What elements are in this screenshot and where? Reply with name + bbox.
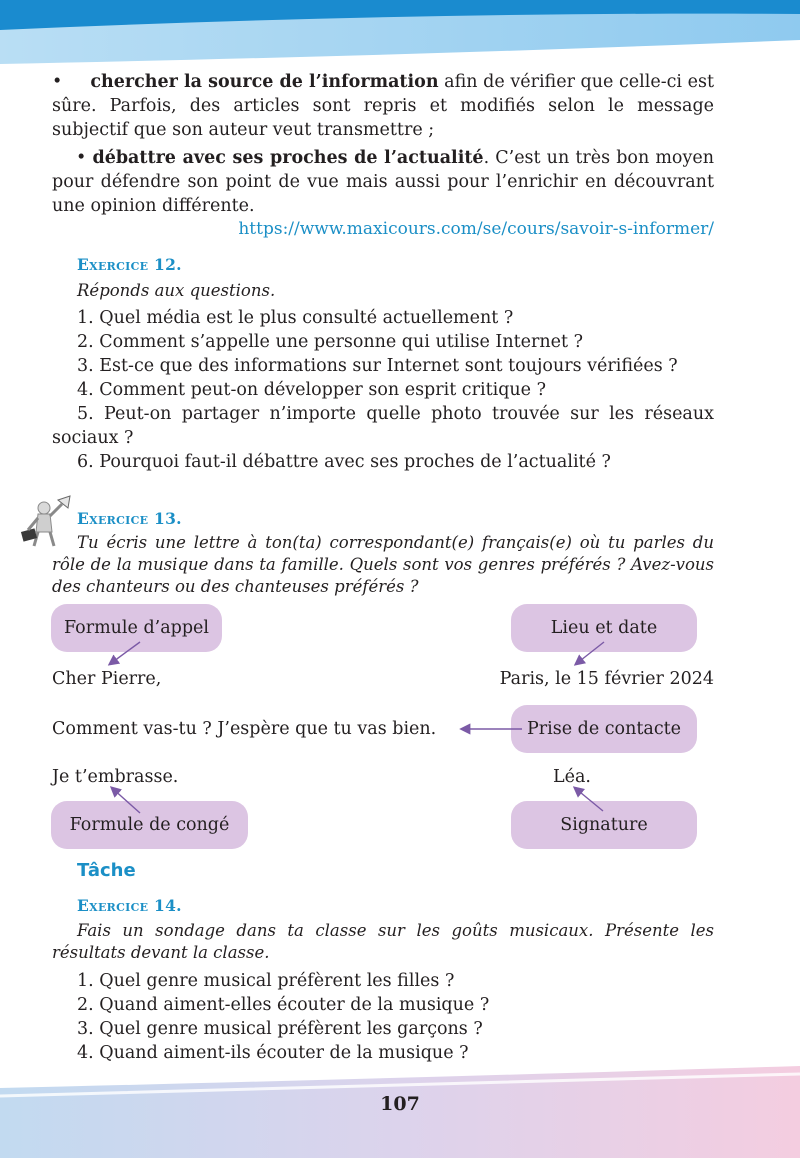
question-item: 1. Quel média est le plus consulté actuellement ?	[77, 308, 514, 328]
source-link[interactable]: https://www.maxicours.com/se/cours/savoir-s-informer/	[238, 219, 714, 239]
letter-place-date: Paris, le 15 février 2024	[499, 669, 714, 689]
exercise-13-instruction: Tu écris une lettre à ton(ta) correspondant(e) français(e) où tu parles du rôle de la musique dans ta famille. Quels sont vos genres préférés ? Avez-vous des chanteurs ou des chanteuses préférés ?	[52, 533, 714, 596]
bubble-signature: Signature	[511, 801, 697, 849]
exercise-13-title: Exercice 13.	[77, 509, 182, 528]
exercise-12-title: Exercice 12.	[77, 255, 182, 274]
exercise-14-title: Exercice 14.	[77, 896, 182, 915]
bullet2-bold: débattre avec ses proches de l’actualité	[92, 148, 484, 168]
question-item: 2. Comment s’appelle une personne qui utilise Internet ?	[77, 332, 583, 352]
question-item: 3. Est-ce que des informations sur Internet sont toujours vérifiées ?	[77, 356, 678, 376]
bullet-source-info	[52, 70, 714, 142]
question-item: 4. Quand aiment-ils écouter de la musique ?	[77, 1043, 469, 1063]
tache-heading: Tâche	[77, 860, 136, 881]
bullet1-bold: chercher la source de l’information	[90, 72, 439, 92]
question-item: 1. Quel genre musical préfèrent les filles ?	[77, 971, 455, 991]
bubble-formule-appel: Formule d’appel	[51, 604, 222, 652]
exercise-12-questions	[52, 306, 714, 474]
bubble-prise-contact: Prise de contacte	[511, 705, 697, 753]
letter-body: Comment vas-tu ? J’espère que tu vas bien.	[52, 719, 437, 739]
question-item: 3. Quel genre musical préfèrent les garçons ?	[77, 1019, 483, 1039]
question-item: 5. Peut-on partager n’importe quelle photo trouvée sur les réseaux sociaux ?	[52, 404, 714, 448]
bubble-formule-conge: Formule de congé	[51, 801, 248, 849]
bullet-symbol: •	[52, 72, 63, 92]
letter-salutation: Cher Pierre,	[52, 669, 162, 689]
letter-closing: Je t’embrasse.	[52, 767, 179, 787]
page-number: 107	[380, 1093, 420, 1115]
bullet-debattre	[52, 146, 714, 218]
letter-signature: Léa.	[553, 767, 591, 787]
exercise-12-instruction: Réponds aux questions.	[77, 281, 276, 300]
bullet1-text: afin de vérifier que celle-ci est sûre. Parfois, des articles sont repris et modifiés selon le message subjectif que son auteur veut transmettre ;	[52, 72, 714, 140]
question-item: 4. Comment peut-on développer son esprit critique ?	[77, 380, 546, 400]
top-decorative-band	[0, 0, 800, 64]
question-item: 6. Pourquoi faut-il débattre avec ses proches de l’actualité ?	[77, 452, 611, 472]
question-item: 2. Quand aiment-elles écouter de la musique ?	[77, 995, 490, 1015]
bullet-symbol: •	[76, 148, 87, 168]
exercise-14-instruction: Fais un sondage dans ta classe sur les goûts musicaux. Présente les résultats devant la classe.	[52, 921, 714, 962]
exercise-14-questions	[52, 969, 714, 1065]
bubble-lieu-date: Lieu et date	[511, 604, 697, 652]
bullet2-text: . C’est un très bon moyen pour défendre son point de vue mais aussi pour l’enrichir en découvrant une opinion différente.	[52, 148, 714, 216]
